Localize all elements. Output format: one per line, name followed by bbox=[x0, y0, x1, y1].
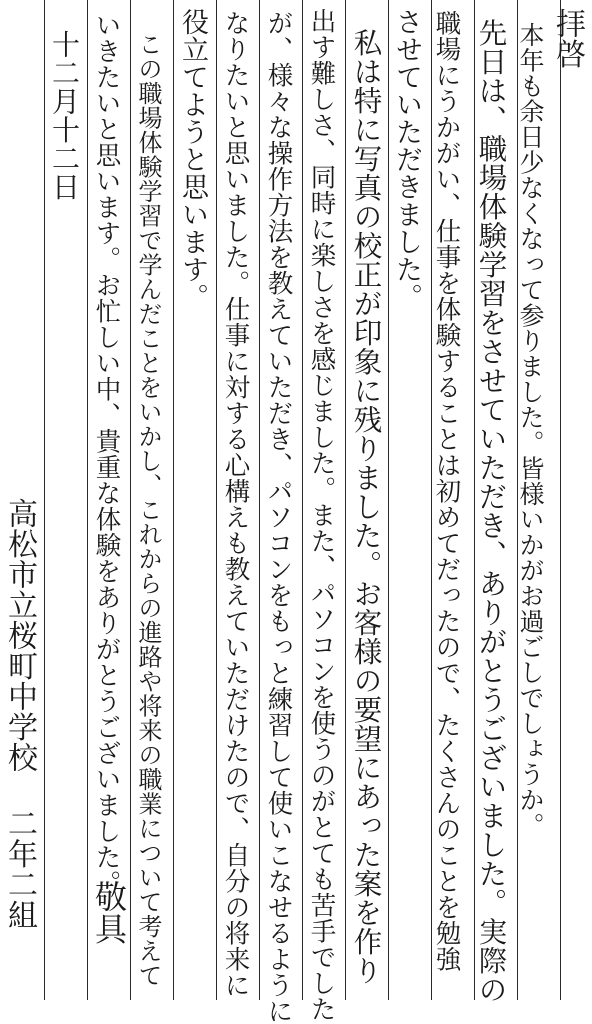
greeting: 拝啓 bbox=[550, 8, 585, 69]
body-line-4: させていただきました。 bbox=[391, 8, 422, 311]
body-line-9: 役立てようと思います。 bbox=[177, 8, 208, 311]
body-line-11: いきたいと思います。お忙しい中、貴重な体験をありがとうございました。 bbox=[91, 12, 122, 896]
ruled-line bbox=[173, 0, 174, 1000]
date: 十二月十二日 bbox=[48, 30, 81, 201]
ruled-line bbox=[388, 0, 389, 1000]
ruled-line bbox=[87, 0, 88, 1000]
body-line-2: 先日は、職場体験学習をさせていただき、ありがとうございました。実際の bbox=[474, 18, 508, 1004]
ruled-line bbox=[130, 0, 131, 1000]
ruled-line bbox=[302, 0, 303, 1000]
ruled-line bbox=[560, 0, 561, 1000]
body-line-8: なりたいと思いました。仕事に対する心構えも教えていただけたので、自分の将来に bbox=[220, 10, 251, 998]
body-line-6: 出す難しさ、同時に楽しさを感じました。また、パソコンを使うのがとても苦手でした bbox=[306, 8, 337, 1022]
body-line-1: 本年も余日少なくなって参りました。皆様いかがお過ごしでしょうか。 bbox=[516, 22, 545, 838]
body-line-5: 私は特に写真の校正が印象に残りました。お客様の要望にあった案を作り bbox=[349, 28, 383, 985]
closing: 敬具 bbox=[90, 880, 128, 945]
ruled-line bbox=[345, 0, 346, 1000]
sender: 高松市立桜町中学校 二年二組 bbox=[2, 498, 37, 930]
body-line-7: が、様々な操作方法を教えていただき、パソコンをもっと練習して使いこなせるように bbox=[263, 10, 294, 1024]
ruled-line bbox=[44, 0, 45, 1000]
ruled-line bbox=[259, 0, 260, 1000]
body-line-10: この職場体験学習で学んだことをいかし、これからの進路や将来の職業について考えて bbox=[134, 32, 162, 988]
ruled-line bbox=[216, 0, 217, 1000]
body-line-3: 職場にうかがい、仕事を体験することは初めてだったので、たくさんのことを勉強 bbox=[431, 10, 462, 972]
